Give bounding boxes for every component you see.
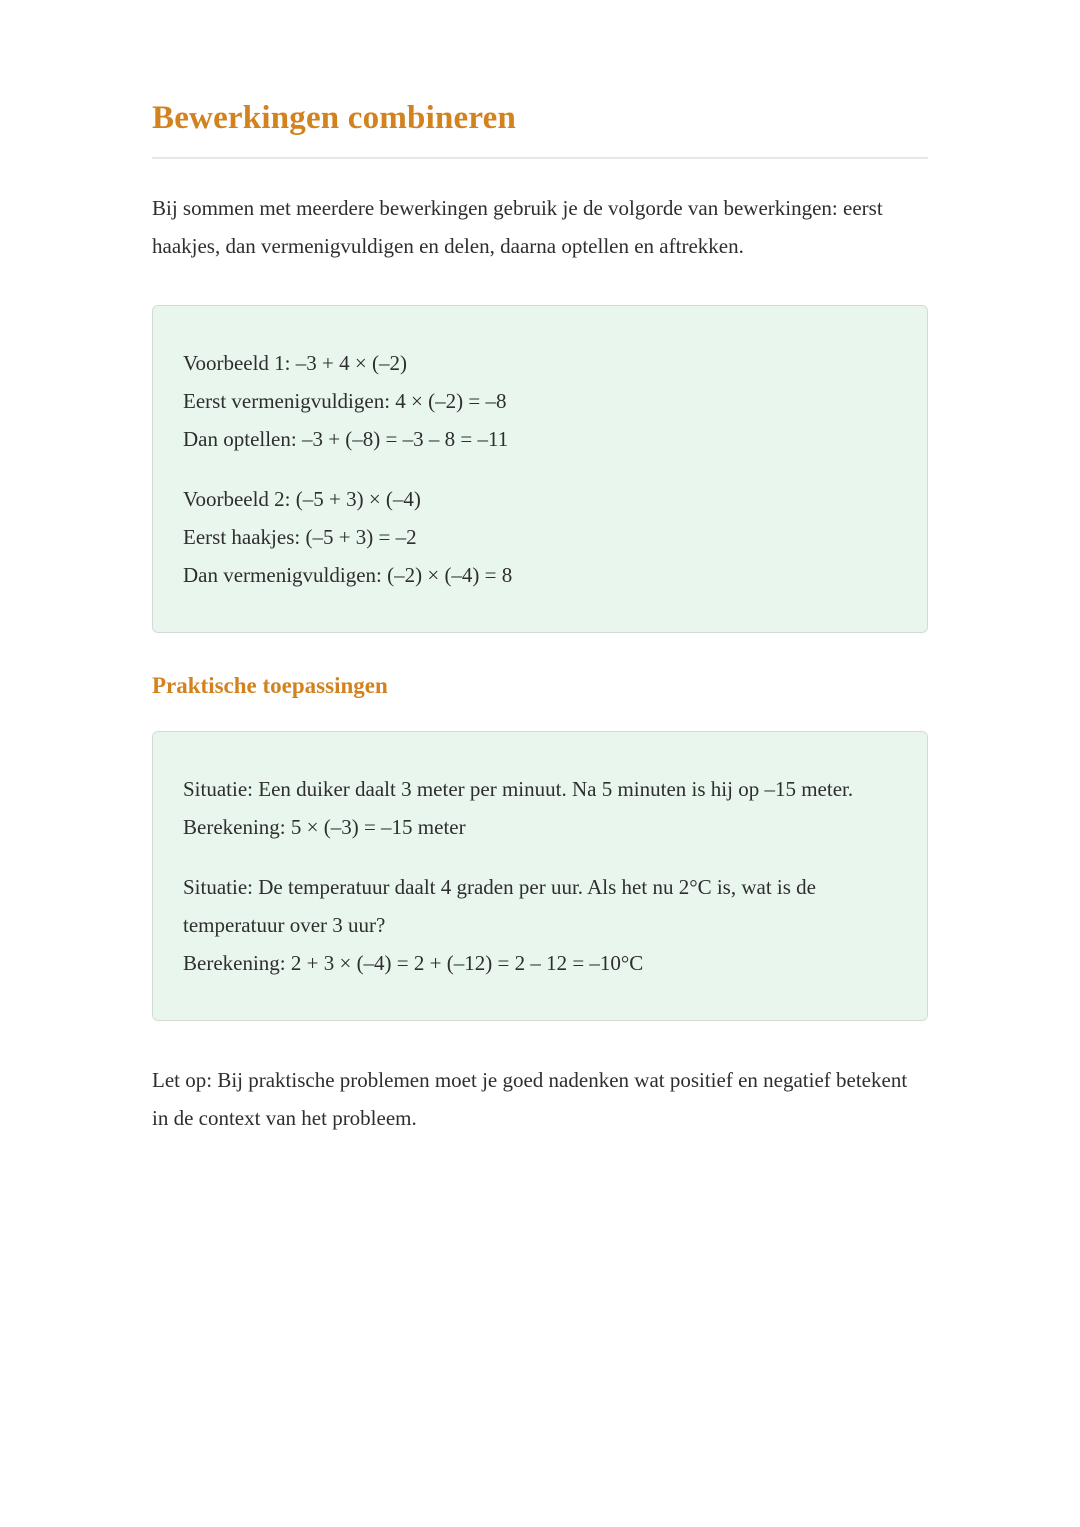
situation-1-calculation: Berekening: 5 × (–3) = –15 meter [183,815,466,839]
content-column [152,0,928,1137]
section-subheading: Praktische toepassingen [152,673,388,698]
example-1-expression: Voorbeeld 1: –3 + 4 × (–2) [183,351,407,375]
situation-2-description: Situatie: De temperatuur daalt 4 graden per uur. Als het nu 2°C is, wat is de temperatuur over 3 uur? [183,875,817,937]
example-1-step-add: Dan optellen: –3 + (–8) = –3 – 8 = –11 [183,427,509,451]
situation-2-paragraph [183,868,897,982]
example-2-step-multiply: Dan vermenigvuldigen: (–2) × (–4) = 8 [183,563,513,587]
note-paragraph: Let op: Bij praktische problemen moet je goed nadenken wat positief en negatief betekent in de context van het probleem. [152,1068,908,1130]
situation-1-paragraph [183,770,897,846]
situation-2-calculation: Berekening: 2 + 3 × (–4) = 2 + (–12) = 2 – 12 = –10°C [183,951,644,975]
example-1-step-multiply: Eerst vermenigvuldigen: 4 × (–2) = –8 [183,389,507,413]
intro-paragraph: Bij sommen met meerdere bewerkingen gebruik je de volgorde van bewerkingen: eerst haakjes, dan vermenigvuldigen en delen, daarna optellen en aftrekken. [152,196,883,258]
example-1-paragraph [183,344,897,458]
example-box-applications [152,731,928,1021]
situation-1-description: Situatie: Een duiker daalt 3 meter per minuut. Na 5 minuten is hij op –15 meter. [183,777,854,801]
example-2-step-brackets: Eerst haakjes: (–5 + 3) = –2 [183,525,417,549]
example-2-paragraph [183,480,897,594]
page-title: Bewerkingen combineren [152,100,517,136]
title-divider [152,157,928,159]
example-2-expression: Voorbeeld 2: (–5 + 3) × (–4) [183,487,421,511]
example-box-operations [152,305,928,633]
